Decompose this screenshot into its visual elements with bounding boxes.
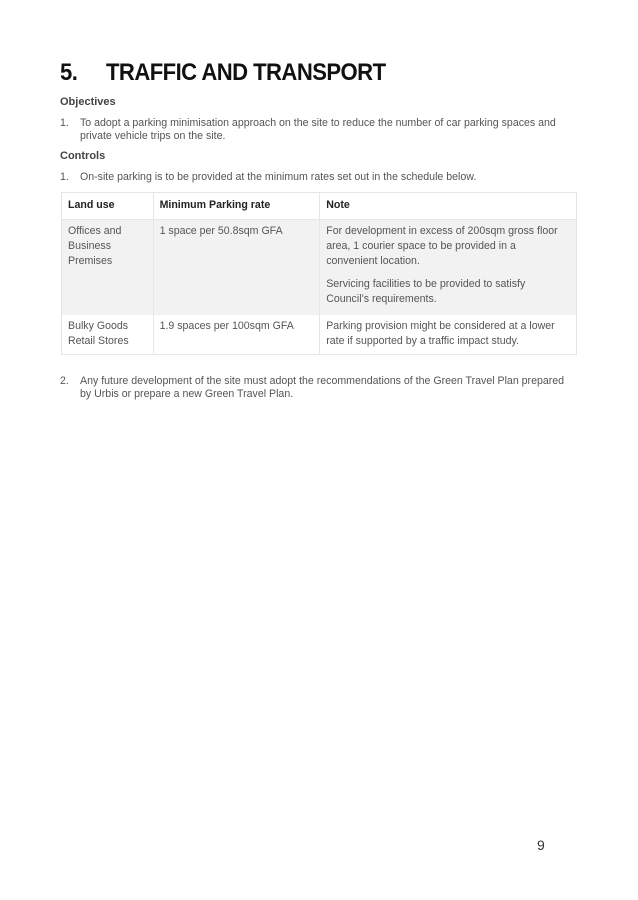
control-item	[60, 375, 572, 401]
controls-heading: Controls	[60, 150, 106, 162]
column-header-land-use: Land use	[62, 193, 154, 220]
section-title: TRAFFIC AND TRANSPORT	[106, 59, 386, 86]
list-text: On-site parking is to be provided at the minimum rates set out in the schedule below.	[80, 171, 477, 183]
control-item	[60, 171, 572, 184]
land-use-cell: Offices and Business Premises	[62, 220, 154, 316]
section-heading	[60, 58, 386, 88]
table-row	[62, 315, 577, 355]
list-text: Any future development of the site must adopt the recommendations of the Green Travel Plan prepared by Urbis or prepare a new Green Travel Plan.	[80, 375, 565, 400]
note-cell	[320, 315, 577, 355]
section-number: 5.	[60, 59, 78, 86]
column-header-parking-rate: Minimum Parking rate	[153, 193, 320, 220]
note-text: For development in excess of 200sqm gross floor area, 1 courier space to be provided in a convenient location.	[326, 225, 558, 267]
note-text: Parking provision might be considered at a lower rate if supported by a traffic impact study.	[326, 320, 555, 347]
list-number: 1.	[60, 171, 69, 183]
list-text: To adopt a parking minimisation approach on the site to reduce the number of car parking spaces and private vehicle trips on the site.	[80, 117, 556, 142]
objectives-heading: Objectives	[60, 96, 116, 108]
column-header-note: Note	[320, 193, 577, 220]
parking-rates-table	[61, 192, 577, 355]
page-number: 9	[537, 837, 545, 853]
list-number: 1.	[60, 117, 69, 129]
table-row	[62, 220, 577, 316]
land-use-cell: Bulky Goods Retail Stores	[62, 315, 154, 355]
objective-item	[60, 117, 572, 143]
parking-rate-cell: 1.9 spaces per 100sqm GFA	[153, 315, 320, 355]
table-header-row	[62, 193, 577, 220]
note-cell	[320, 220, 577, 316]
note-text: Servicing facilities to be provided to satisfy Council’s requirements.	[326, 278, 526, 305]
list-number: 2.	[60, 375, 69, 387]
parking-rate-cell: 1 space per 50.8sqm GFA	[153, 220, 320, 316]
